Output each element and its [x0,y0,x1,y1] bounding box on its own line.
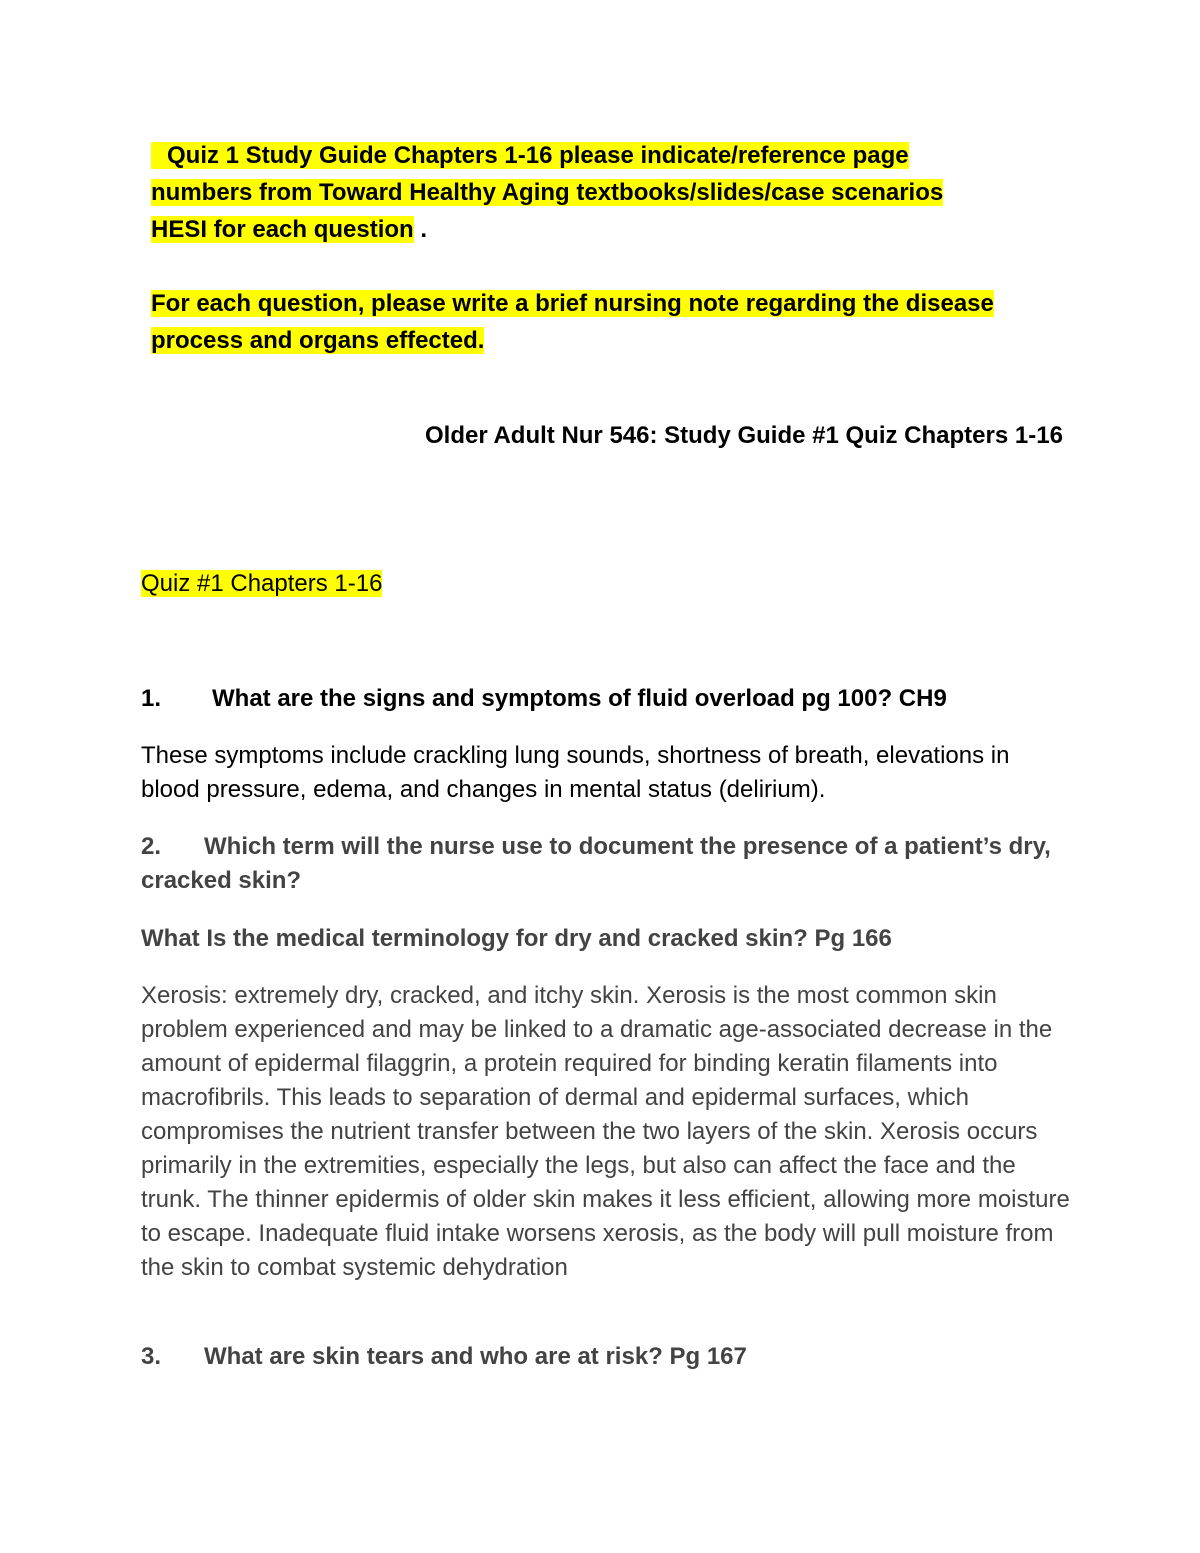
question-3 [141,1340,1071,1374]
intro-line-2: numbers from Toward Healthy Aging textbooks/slides/case scenarios [151,179,944,206]
intro-line-3: HESI for each question [151,216,414,243]
instruction-line-2: process and organs effected. [151,327,485,354]
answer-1: These symptoms include crackling lung sounds, shortness of breath, elevations in blood pressure, edema, and changes in mental status (delirium). [141,742,1010,803]
question-3-text: What are skin tears and who are at risk? Pg 167 [204,1343,747,1370]
question-2-number: 2. [141,833,162,860]
document-title: Older Adult Nur 546: Study Guide #1 Quiz Chapters 1-16 [425,422,1063,449]
question-2 [141,830,1071,898]
instruction-line-1: For each question, please write a brief nursing note regarding the disease [151,290,994,317]
intro-line-3-tail: . [413,216,428,243]
question-1-text: What are the signs and symptoms of fluid overload pg 100? CH9 [212,685,947,712]
question-3-number: 3. [141,1343,162,1370]
answer-2: Xerosis: extremely dry, cracked, and itchy skin. Xerosis is the most common skin problem experienced and may be linked to a dramatic age-associated decrease in the amount of epidermal filaggrin, a protein required for binding keratin filaments into macrofibrils. This leads to separation of dermal and epidermal surfaces, which compromises the nutrient transfer between the two layers of the skin. Xerosis occurs primarily in the extremities, especially the legs, but also can affect the face and the trunk. The thinner epidermis of older skin makes it less efficient, allowing more moisture to escape. Inadequate fluid intake worsens xerosis, as the body will pull moisture from the skin to combat systemic dehydration [141,982,1070,1281]
quiz-heading [141,567,382,601]
instruction-note [151,285,1071,359]
question-2-subquestion: What Is the medical terminology for dry and cracked skin? Pg 166 [141,925,892,952]
intro-note [151,137,1051,248]
quiz-heading-text: Quiz #1 Chapters 1-16 [141,570,383,597]
question-1 [141,682,1071,716]
question-2-text: Which term will the nurse use to document the presence of a patient’s dry, cracked skin? [141,833,1051,894]
intro-line-1: Quiz 1 Study Guide Chapters 1-16 please indicate/reference page [151,142,909,169]
question-1-number: 1. [141,685,162,712]
